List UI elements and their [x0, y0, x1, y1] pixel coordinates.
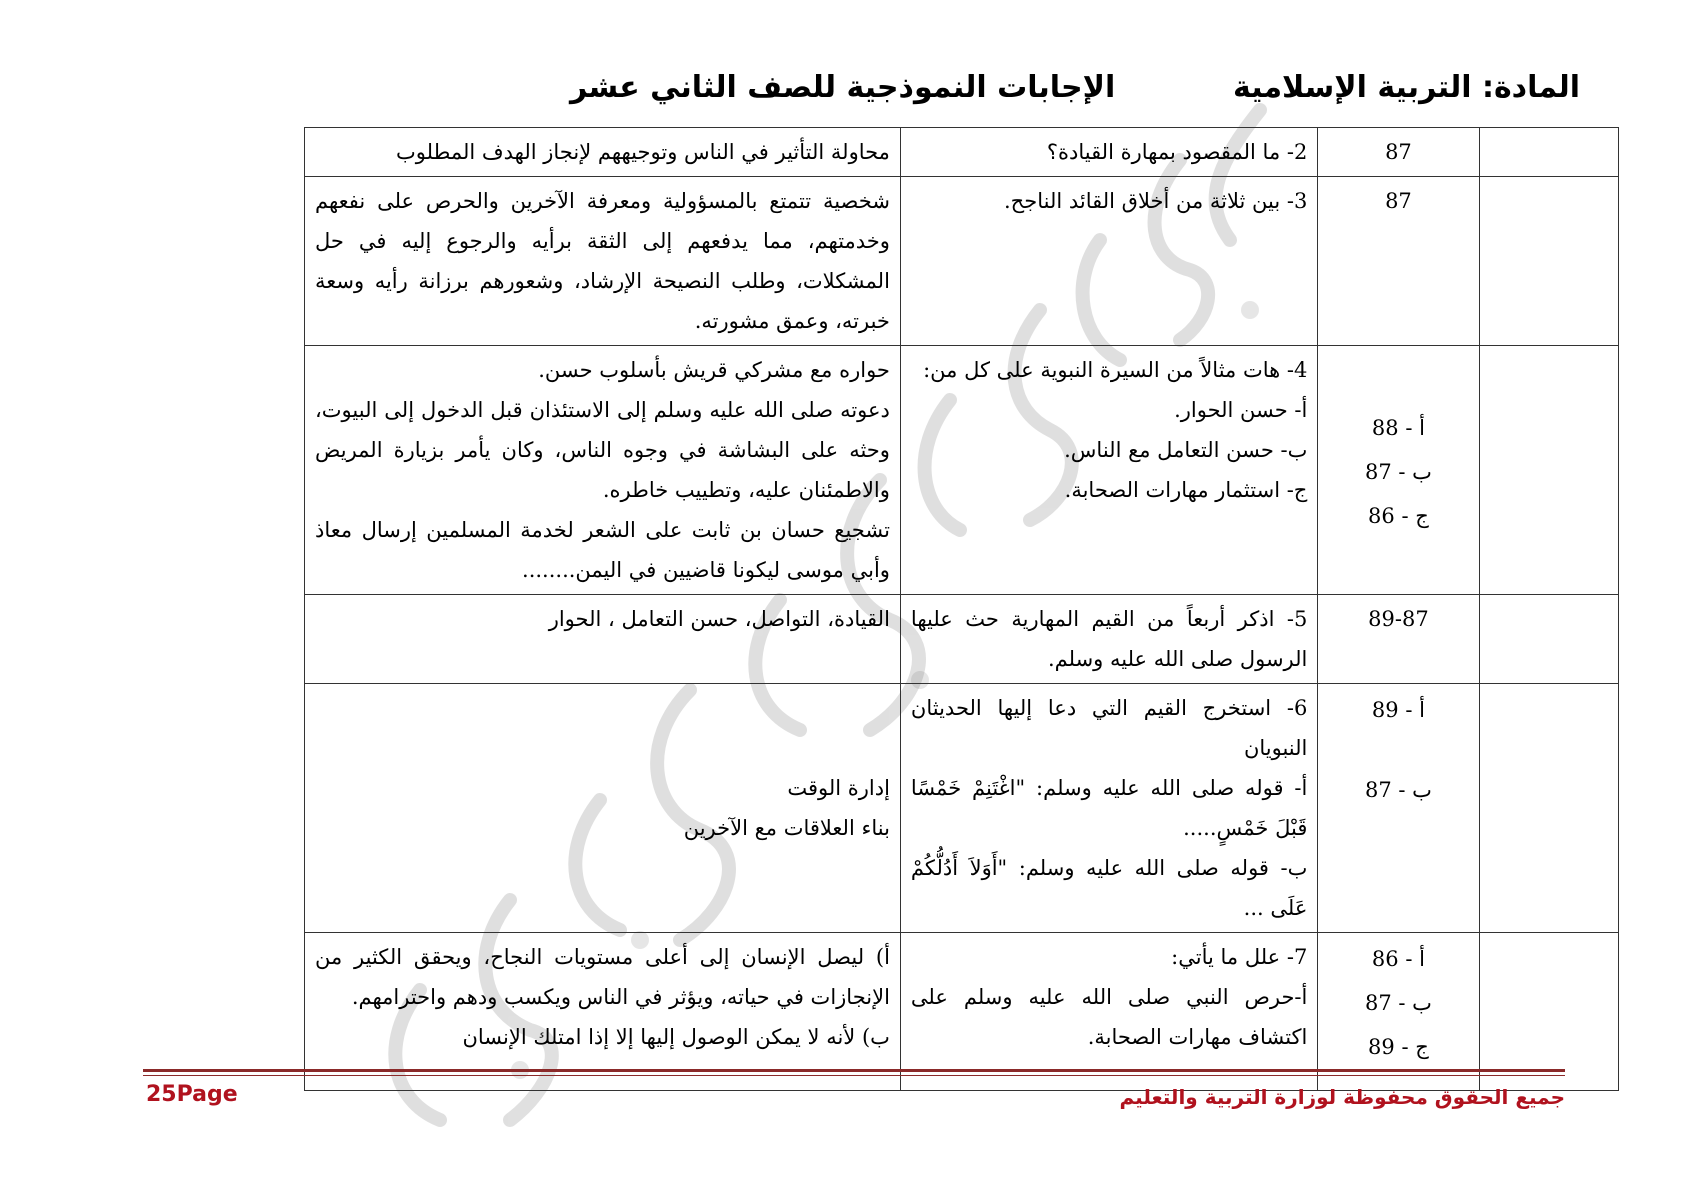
question-cell [900, 346, 1317, 595]
question-cell: 5- اذكر أربعاً من القيم المهارية حث عليها الرسول صلى الله عليه وسلم. [900, 595, 1317, 684]
answer-cell: شخصية تتمتع بالمسؤولية ومعرفة الآخرين والحرص على نفعهم وخدمتهم، مما يدفعهم إلى الثقة برأيه والرجوع إليه في حل المشكلات، وطلب النصيحة الإرشاد، وشعورهم برزانة رأيه وسعة خبرته، وعمق مشورته. [305, 177, 901, 346]
page-ref: ب - 87 [1364, 778, 1432, 802]
question-text: 7- علل ما يأتي: [1171, 945, 1308, 969]
subject-title: المادة: التربية الإسلامية [1233, 70, 1580, 105]
question-cell: 3- بين ثلاثة من أخلاق القائد الناجح. [900, 177, 1317, 346]
page-ref-cell: 89-87 [1318, 595, 1479, 684]
table-row [305, 684, 1619, 933]
sub-question: ب- قوله صلى الله عليه وسلم: "أَوَلاَ أَدُلُّكُمْ عَلَى ... [910, 856, 1308, 920]
empty-cell [1479, 595, 1619, 684]
page-ref-cell [1318, 346, 1479, 595]
answer-text: إدارة الوقت [787, 776, 890, 800]
sub-question: أ-حرص النبي صلى الله عليه وسلم على اكتشاف مهارات الصحابة. [910, 985, 1308, 1049]
page-ref-cell: 87 [1318, 128, 1479, 177]
sub-question: ج- استثمار مهارات الصحابة. [1064, 478, 1308, 502]
table-row [305, 128, 1619, 177]
page-ref: أ - 89 [1371, 698, 1425, 722]
empty-cell [1479, 346, 1619, 595]
question-cell [900, 933, 1317, 1091]
answer-text: تشجيع حسان بن ثابت على الشعر لخدمة المسلمين إرسال معاذ وأبي موسى ليكونا قاضيين في اليمن........ [315, 518, 890, 582]
answer-text: حواره مع مشركي قريش بأسلوب حسن. [538, 358, 890, 382]
answer-text: ب) لأنه لا يمكن الوصول إليها إلا إذا امتلك الإنسان [462, 1025, 890, 1049]
page-ref-cell: 87 [1318, 177, 1479, 346]
sub-question: ب- حسن التعامل مع الناس. [1064, 438, 1308, 462]
spacer [1328, 732, 1468, 768]
empty-cell [1479, 684, 1619, 933]
sub-question: أ- قوله صلى الله عليه وسلم: "اغْتَنِمْ خَمْسًا قَبْلَ خَمْسٍ..... [910, 776, 1308, 840]
footer-divider-thin [143, 1075, 1565, 1076]
table-row [305, 595, 1619, 684]
answer-cell [305, 684, 901, 933]
page-ref: أ - 88 [1371, 416, 1425, 440]
question-cell: 2- ما المقصود بمهارة القيادة؟ [900, 128, 1317, 177]
page-ref: أ - 86 [1371, 947, 1425, 971]
page-ref-cell [1318, 684, 1479, 933]
empty-cell [1479, 128, 1619, 177]
footer-divider [143, 1069, 1565, 1072]
page-ref: ج - 86 [1368, 504, 1429, 528]
answer-text: بناء العلاقات مع الآخرين [683, 816, 890, 840]
page-ref: ب - 87 [1364, 991, 1432, 1015]
answer-cell [305, 346, 901, 595]
table-row [305, 933, 1619, 1091]
document-title: الإجابات النموذجية للصف الثاني عشر [570, 70, 1116, 105]
answer-text: دعوته صلى الله عليه وسلم إلى الاستئذان قبل الدخول إلى البيوت، وحثه على البشاشة في وجوه الناس، وكان يأمر بزيارة المريض والاطمئنان عليه، وتطييب خاطره. [315, 398, 890, 502]
question-text: 6- استخرج القيم التي دعا إليها الحديثان النبويان [910, 696, 1308, 760]
question-text: 4- هات مثالاً من السيرة النبوية على كل من: [923, 358, 1308, 382]
page-header [140, 70, 1580, 120]
answer-cell: محاولة التأثير في الناس وتوجيههم لإنجاز الهدف المطلوب [305, 128, 901, 177]
sub-question: أ- حسن الحوار. [1174, 398, 1308, 422]
empty-cell [1479, 933, 1619, 1091]
table-row [305, 346, 1619, 595]
answers-table [304, 127, 1619, 1091]
answer-cell [305, 933, 901, 1091]
empty-cell [1479, 177, 1619, 346]
table-row [305, 177, 1619, 346]
page-ref: ج - 89 [1368, 1035, 1429, 1059]
answer-cell: القيادة، التواصل، حسن التعامل ، الحوار [305, 595, 901, 684]
answer-text: أ) ليصل الإنسان إلى أعلى مستويات النجاح، ويحقق الكثير من الإنجازات في حياته، ويؤثر في الناس ويكسب ودهم واحترامهم. [315, 945, 890, 1009]
question-cell [900, 684, 1317, 933]
copyright-text: جميع الحقوق محفوظة لوزارة التربية والتعليم [1119, 1085, 1565, 1109]
page-number: 25Page [146, 1082, 238, 1107]
page-ref-cell [1318, 933, 1479, 1091]
page-ref: ب - 87 [1364, 460, 1432, 484]
